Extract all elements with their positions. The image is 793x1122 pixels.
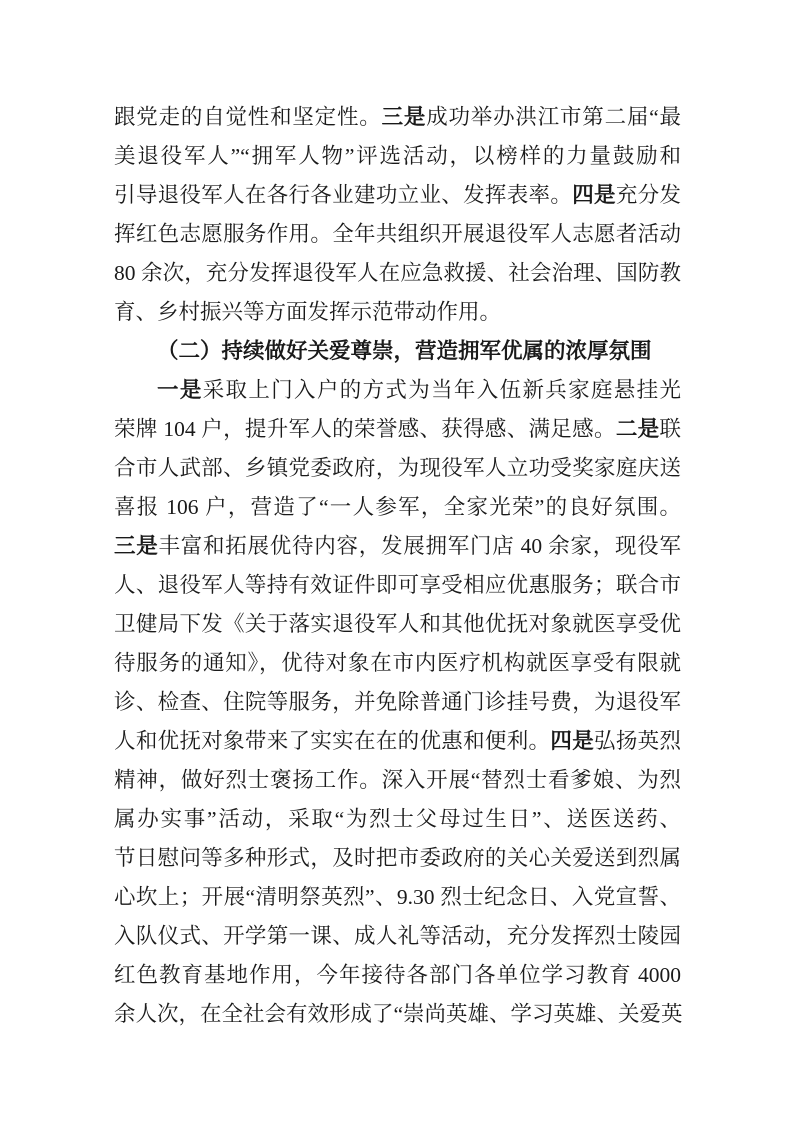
document-line bbox=[114, 527, 681, 566]
document-line bbox=[114, 839, 681, 878]
text-segment: 属办实事”活动，采取“为烈士父母过生日”、送医送药、 bbox=[114, 807, 681, 831]
document-line bbox=[114, 176, 681, 215]
document-line bbox=[114, 644, 681, 683]
document-line bbox=[114, 254, 681, 293]
text-segment: 弘扬英烈 bbox=[594, 729, 681, 753]
document-line bbox=[114, 722, 681, 761]
document-line bbox=[114, 683, 681, 722]
document-line bbox=[114, 98, 681, 137]
text-segment: 引导退役军人在各行各业建功立业、发挥表率。 bbox=[114, 183, 573, 207]
document-line bbox=[114, 410, 681, 449]
text-segment: 精神，做好烈士褒扬工作。深入开展“替烈士看爹娘、为烈 bbox=[114, 768, 681, 792]
text-segment: 丰富和拓展优待内容，发展拥军门店 40 余家，现役军 bbox=[158, 534, 681, 558]
text-segment: 挥红色志愿服务作用。全年共组织开展退役军人志愿者活动 bbox=[114, 222, 681, 246]
document-line bbox=[114, 371, 681, 410]
text-segment: 人和优抚对象带来了实实在在的优惠和便利。 bbox=[114, 729, 551, 753]
text-segment: 人、退役军人等持有效证件即可享受相应优惠服务；联合市 bbox=[114, 573, 681, 597]
document-line bbox=[114, 995, 681, 1034]
document-line bbox=[114, 800, 681, 839]
emphasis-text: 三是 bbox=[114, 534, 159, 558]
document-line bbox=[114, 566, 681, 605]
text-segment: 喜报 106 户，营造了“一人参军，全家光荣”的良好氛围。 bbox=[114, 495, 681, 519]
document-body bbox=[114, 98, 681, 1034]
document-line bbox=[114, 761, 681, 800]
text-segment: 充分发 bbox=[615, 183, 681, 207]
document-line bbox=[114, 137, 681, 176]
document-line bbox=[114, 605, 681, 644]
text-segment: 待服务的通知》，优待对象在市内医疗机构就医享受有限就 bbox=[114, 651, 681, 675]
document-line bbox=[114, 449, 681, 488]
section-heading bbox=[114, 332, 681, 371]
text-segment: 80 余次，充分发挥退役军人在应急救援、社会治理、国防教 bbox=[114, 261, 681, 285]
document-line bbox=[114, 917, 681, 956]
emphasis-text: 一是 bbox=[157, 378, 203, 402]
text-segment: 卫健局下发《关于落实退役军人和其他优抚对象就医享受优 bbox=[114, 612, 681, 636]
text-segment: 诊、检查、住院等服务，并免除普通门诊挂号费，为退役军 bbox=[114, 690, 681, 714]
document-line bbox=[114, 215, 681, 254]
document-line bbox=[114, 956, 681, 995]
text-segment: 合市人武部、乡镇党委政府，为现役军人立功受奖家庭庆送 bbox=[114, 456, 681, 480]
emphasis-text: 二是 bbox=[615, 417, 660, 441]
text-segment: 入队仪式、开学第一课、成人礼等活动，充分发挥烈士陵园 bbox=[114, 924, 681, 948]
document-line bbox=[114, 488, 681, 527]
emphasis-text: 四是 bbox=[550, 729, 595, 753]
emphasis-text: 三是 bbox=[381, 105, 427, 129]
text-segment: 红色教育基地作用，今年接待各部门各单位学习教育 4000 bbox=[114, 963, 681, 987]
text-segment: 荣牌 104 户，提升军人的荣誉感、获得感、满足感。 bbox=[114, 417, 616, 441]
emphasis-text: 四是 bbox=[572, 183, 616, 207]
text-segment: 余人次，在全社会有效形成了“崇尚英雄、学习英雄、关爱英 bbox=[114, 1002, 683, 1026]
text-segment: 美退役军人”“拥军人物”评选活动，以榜样的力量鼓励和 bbox=[114, 144, 681, 168]
text-segment: 育、乡村振兴等方面发挥示范带动作用。 bbox=[114, 300, 502, 324]
text-segment: 心坎上；开展“清明祭英烈”、9.30 烈士纪念日、入党宣誓、 bbox=[114, 885, 681, 909]
text-segment: 联 bbox=[659, 417, 681, 441]
document-line bbox=[114, 293, 681, 332]
text-segment: 跟党走的自觉性和坚定性。 bbox=[114, 105, 382, 129]
emphasis-text: （二）持续做好关爱尊崇，营造拥军优属的浓厚氛围 bbox=[157, 339, 652, 363]
document-line bbox=[114, 878, 681, 917]
text-segment: 采取上门入户的方式为当年入伍新兵家庭悬挂光 bbox=[202, 378, 681, 402]
text-segment: 节日慰问等多种形式，及时把市委政府的关心关爱送到烈属 bbox=[114, 846, 681, 870]
text-segment: 成功举办洪江市第二届“最 bbox=[426, 105, 681, 129]
